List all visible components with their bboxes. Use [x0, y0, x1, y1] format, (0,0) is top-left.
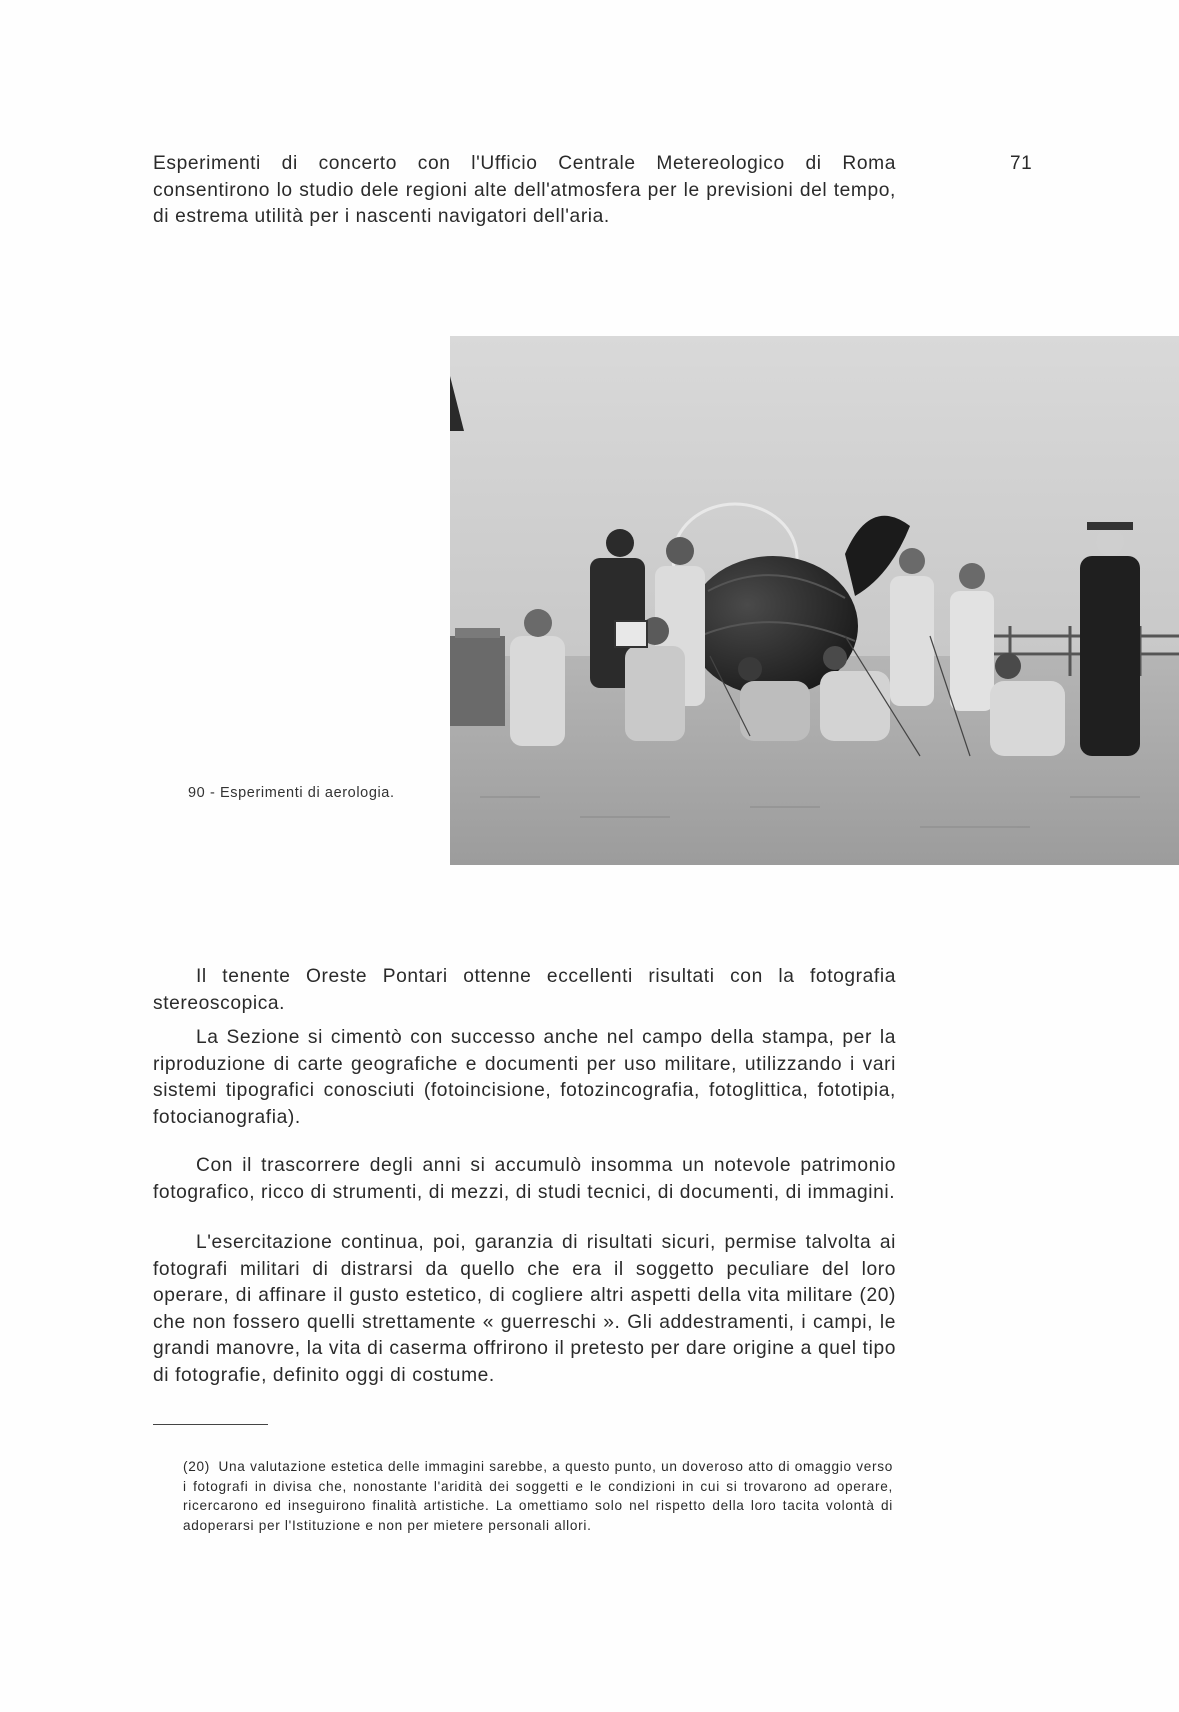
body-paragraph: La Sezione si cimentò con successo anche nel campo della stampa, per la riproduzione di carte geografiche e documenti per uso militare, utilizzando i vari sistemi tipografici conosciuti (fotoincisione, fotozincografia, fotoglittica, fototipia, fotocianografia). — [153, 1027, 896, 1128]
page-number: 71 — [1010, 153, 1033, 174]
figure-photo — [450, 336, 1179, 865]
body-paragraph: Con il trascorrere degli anni si accumulò insomma un notevole patrimonio fotografico, ricco di strumenti, di mezzi, di studi tecnici, di documenti, di immagini. — [153, 1155, 896, 1203]
balloon-photo-illustration — [450, 336, 1179, 865]
footnote-divider — [153, 1424, 268, 1425]
body-paragraph: L'esercitazione continua, poi, garanzia di risultati sicuri, permise talvolta ai fotografi militari di distrarsi da quello che era il soggetto peculiare del loro operare, di affinare il gusto estetico, di cogliere altri aspetti della vita militare (20) che non fossero quelli strettamente « guerreschi ». Gli addestramenti, i campi, le grandi manovre, la vita di caserma offrirono il pretesto per dare origine a quel tipo di fotografie, definito oggi di costume. — [153, 1232, 896, 1386]
intro-paragraph: Esperimenti di concerto con l'Ufficio Centrale Metereologico di Roma consentirono lo studio dele regioni alte dell'atmosfera per le previsioni del tempo, di estrema utilità per i nascenti navigatori dell'aria. — [153, 153, 896, 227]
body-paragraph: Il tenente Oreste Pontari ottenne eccellenti risultati con la fotografia stereoscopica. — [153, 966, 896, 1014]
figure-caption: 90 - Esperimenti di aerologia. — [188, 785, 395, 801]
footnote — [183, 1457, 893, 1535]
footnote-text: Una valutazione estetica delle immagini sarebbe, a questo punto, un doveroso atto di omaggio verso i fotografi in divisa che, nonostante l'aridità dei soggetti e le condizioni in cui si trovarono ad operare, ricercarono ed inseguirono finalità artistiche. La omettiamo solo nel rispetto della loro tacita volontà di adoperarsi per l'Istituzione e non per mietere personali allori. — [183, 1459, 893, 1533]
footnote-marker: (20) — [183, 1459, 210, 1474]
